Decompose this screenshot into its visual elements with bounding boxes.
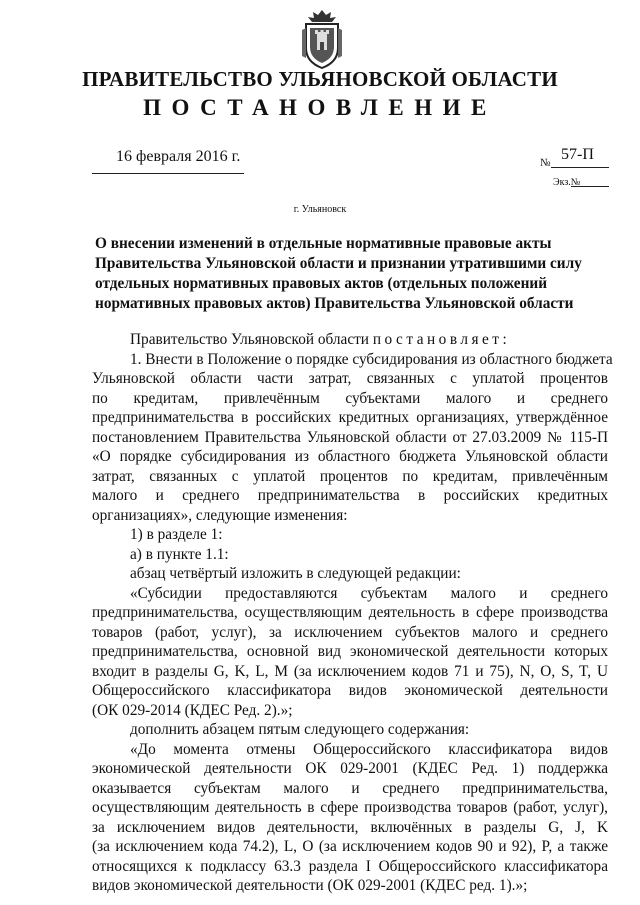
body-line: предпринимательства, осуществляющим деятельность в сфере производства [92,604,608,621]
preamble [92,330,608,350]
body-line: товаров (работ, услуг), за исключением субъектов малого и среднего [92,623,608,641]
date-underline [92,173,244,174]
body-line: Общероссийского классификатора видов экономической деятельности [92,682,608,699]
body-line: Ульяновской области части затрат, связанных с уплатой процентов [92,370,608,387]
document-number: 57-П [561,146,594,163]
body-line: дополнить абзацем пятым следующего содержания: [130,721,470,738]
number-label: № [540,157,551,169]
body-line: «До момента отмены Общероссийского классификатора видов [130,740,608,758]
document-body [92,330,613,896]
body-line: 1) в разделе 1: [130,526,223,543]
coat-of-arms-emblem [300,8,344,70]
copy-underline [571,186,609,187]
document-date: 16 февраля 2016 г. [116,148,241,165]
body-line: а) в пункте 1.1: [130,545,229,563]
document-type: ПОСТАНОВЛЕНИЕ [143,95,497,120]
body-line: осуществляющим деятельность в сфере производства товаров (работ, услуг), [92,799,608,816]
body-line: входит в разделы G, K, L, M (за исключением кодов 71 и 75), N, O, S, T, U [92,662,608,680]
preamble-start: Правительство Ульяновской области [130,331,369,348]
body-line: по кредитам, привлечённым субъектами малого и среднего [92,389,608,407]
city: г. Ульяновск [293,204,347,215]
body-line: видов экономической деятельности (ОК 029-2001 (КДЕС ред. 1).»; [92,877,528,894]
government-title: ПРАВИТЕЛЬСТВО УЛЬЯНОВСКОЙ ОБЛАСТИ [82,67,558,91]
body-line: экономической деятельности ОК 029-2001 (КДЕС Ред. 1) поддержка [92,760,608,777]
body-line: предпринимательства, основной вид экономической деятельности которых [92,643,608,660]
preamble-verb: постановляет: [372,331,511,348]
body-line: относящихся к подклассу 63.3 раздела I Общероссийского классификатора [92,857,608,875]
body-line: (ОК 029-2014 (КДЕС Ред. 2).»; [92,701,293,719]
heading-line: отдельных нормативных правовых актов (отдельных положений [95,275,548,292]
document-heading [95,234,582,314]
body-line: абзац четвёртый изложить в следующей редакции: [130,565,461,582]
heading-line: Правительства Ульяновской области и признании утратившими силу [95,255,582,272]
body-line: (за исключением кода 74.2), L, O (за исключением кодов 90 и 92), P, а также [92,838,608,855]
number-underline [551,167,609,168]
body-line: 1. Внести в Положение о порядке субсидирования из областного бюджета [130,350,613,368]
body-line: «О порядке субсидирования из областного бюджета Ульяновской области [92,448,608,465]
body-line: предпринимательства в российских кредитных организациях, утверждённое [92,409,608,426]
body-line: «Субсидии предоставляются субъектам малого и среднего [130,584,608,602]
body-line: оказывается субъектам малого и среднего предпринимательства, [92,779,608,797]
body-line: малого и среднего предпринимательства в российских кредитных [92,487,608,504]
heading-line: нормативных правовых актов) Правительства Ульяновской области [95,295,574,312]
copy-label: Экз.№ [553,177,581,188]
heading-line: О внесении изменений в отдельные нормативные правовые акты [95,235,552,252]
body-line: затрат, связанных с уплатой процентов по кредитам, привлечённым [92,467,608,485]
body-line: организациях», следующие изменения: [92,506,348,524]
body-line: за исключением видов деятельности, включённых в разделы G, J, K [92,818,608,836]
body-line: постановлением Правительства Ульяновской области от 27.03.2009 № 115-П [92,428,608,446]
